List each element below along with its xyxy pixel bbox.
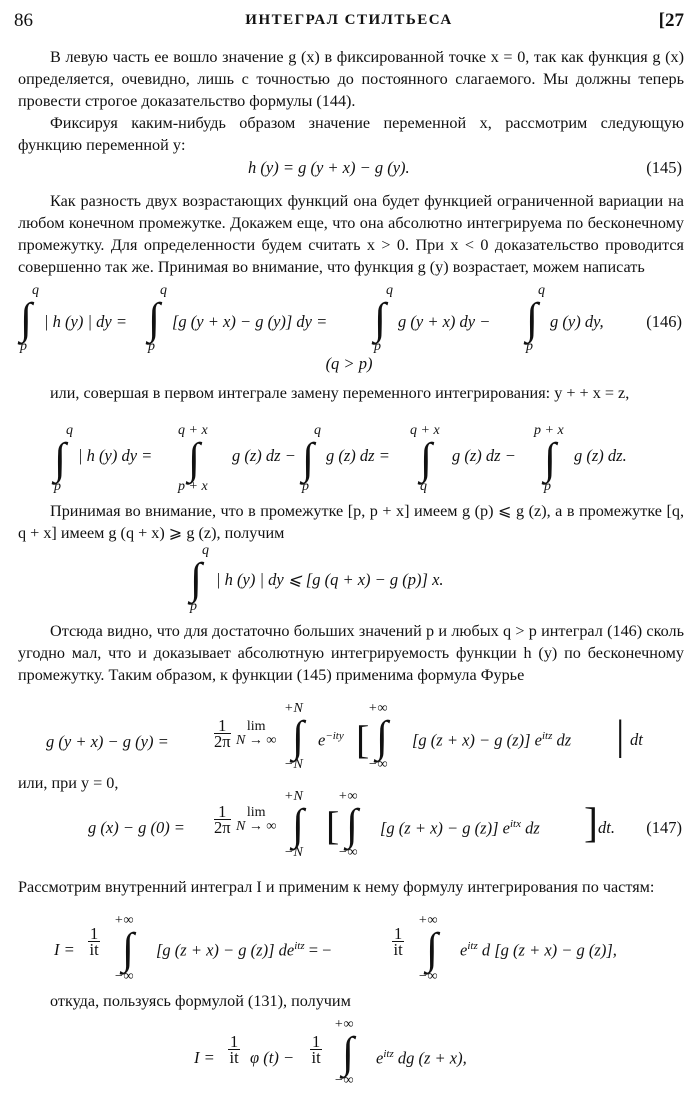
section-number: [27	[658, 10, 684, 31]
integral-sign: q ∫ p	[20, 283, 39, 354]
integral-sign: +∞ ∫ −∞	[418, 913, 439, 984]
fourier-dt: dt	[630, 730, 643, 749]
parts-fraction-2: $\frac{1}{it}$	[393, 924, 403, 959]
paragraph-6: Отсюда видно, что для достаточно больших значений p и любых q > p интеграл (146) сколь угодно мал, что и доказывает абсолютную интегрируемость функции h (y) по бесконечному промежутку. Таким образом, к функции (145) применима формула Фурье	[18, 622, 684, 684]
ineq-body: | h (y) | dy ⩽ [g (q + x) − g (p)] x.	[216, 570, 444, 589]
paragraph-8: Рассмотрим внутренний интеграл I и применим к нему формулу интегрирования по частям:	[18, 878, 655, 896]
left-bracket: [	[356, 717, 370, 762]
eq146-term-4: g (y) dy,	[550, 312, 604, 331]
eq147-lhs: g (x) − g (0) =	[88, 818, 185, 837]
integral-sign: q ∫ p	[302, 423, 321, 494]
final-fraction: $\frac{1}{it}$	[229, 1032, 239, 1067]
integral-sign: +∞ ∫ −∞	[334, 1017, 355, 1088]
paragraph-4: или, совершая в первом интеграле замену переменного интегрирования: y + + x = z,	[50, 384, 630, 402]
final-fraction-2: $\frac{1}{it}$	[311, 1032, 321, 1067]
eq146-condition: (q > p)	[325, 354, 373, 373]
fourier-limit: lim N → ∞	[236, 719, 277, 748]
integral-sign: q + x ∫ q	[410, 423, 440, 494]
final-lhs: I =	[194, 1048, 215, 1067]
integral-sign: +∞ ∫ −∞	[338, 789, 359, 860]
page-number: 86	[14, 10, 33, 31]
integral-sign: q ∫ p	[148, 283, 167, 354]
final-phi: φ (t) −	[250, 1048, 295, 1067]
paragraph-5: Принимая во внимание, что в промежутке [p, p + x] имеем g (p) ⩽ g (z), а в промежутке [q, q + x] имеем g (q + x) ⩾ g (z), получим	[18, 502, 684, 542]
right-bracket: |	[616, 713, 625, 759]
left-bracket: [	[326, 803, 340, 848]
eq147-fraction: $\frac{1}{2\pi}$	[214, 802, 231, 837]
eq147-integrand: [g (z + x) − g (z)] $e^{itx}$ dz	[380, 818, 540, 838]
paragraph-1: В левую часть ее вошло значение g (x) в фиксированной точке x = 0, так как функция g (x) определяется, очевидно, лишь с точностью до постоянного слагаемого. Мы должны теперь провести строгое доказательство формулы (144).	[18, 48, 684, 110]
eq146-term-1: | h (y) | dy =	[44, 312, 127, 331]
integral-sign: q ∫ p	[374, 283, 393, 354]
eq147-limit: lim N → ∞	[236, 805, 277, 834]
integral-sign: +∞ ∫ −∞	[368, 701, 389, 772]
integral-sign: +N ∫ −N	[284, 789, 305, 860]
fourier-integrand: [g (z + x) − g (z)] $e^{itz}$ dz	[412, 730, 572, 750]
parts-body-2: $e^{itz}$ d [g (z + x) − g (z)],	[460, 940, 617, 960]
paragraph-9: откуда, пользуясь формулой (131), получим	[50, 992, 351, 1010]
integral-sign: q ∫ p	[526, 283, 545, 354]
integral-sign: q ∫ p	[54, 423, 73, 494]
paragraph-2: Фиксируя каким-нибудь образом значение переменной x, рассмотрим следующую функцию переменной y:	[18, 114, 684, 154]
paragraph-3: Как разность двух возрастающих функций она будет функцией ограниченной вариации на любом конечном промежутке. Докажем еще, что она абсолютно интегрируема по бесконечному промежутку. Для определенности будем считать x > 0. При x < 0 доказательство проводится совершенно так же. Принимая во внимание, что функция g (y) возрастает, можем написать	[18, 192, 684, 276]
integral-sign: q + x ∫ p + x	[178, 423, 208, 494]
equation-146-number: (146)	[646, 312, 682, 331]
equation-147-number: (147)	[646, 818, 682, 837]
eqsub-term-4: g (z) dz −	[452, 446, 516, 465]
eqsub-term-3: g (z) dz =	[326, 446, 390, 465]
eq146-term-3: g (y + x) dy −	[398, 312, 491, 331]
page-header	[14, 10, 684, 34]
eqsub-term-1: | h (y) dy =	[78, 446, 153, 465]
integral-sign: +N ∫ −N	[284, 701, 305, 772]
paragraph-7: или, при y = 0,	[18, 774, 119, 792]
eq147-dt: dt.	[598, 818, 615, 837]
parts-body-1: [g (z + x) − g (z)] $de^{itz}$ = −	[156, 940, 332, 960]
integral-sign: p + x ∫ p	[534, 423, 564, 494]
running-title: ИНТЕГРАЛ СТИЛТЬЕСА	[245, 12, 453, 28]
parts-lhs: I =	[54, 940, 75, 959]
fourier-lhs: g (y + x) − g (y) =	[46, 732, 169, 751]
fourier-fraction: $\frac{1}{2\pi}$	[214, 716, 231, 751]
integral-sign: +∞ ∫ −∞	[114, 913, 135, 984]
eqsub-term-5: g (z) dz.	[574, 446, 627, 465]
integral-sign: q ∫ p	[190, 543, 209, 614]
right-bracket: ]	[584, 801, 598, 847]
equation-145: h (y) = g (y + x) − g (y).	[248, 158, 410, 177]
fourier-kernel: $e^{-ity}$	[318, 730, 344, 750]
equation-145-number: (145)	[646, 158, 682, 177]
final-body: $e^{itz}$ dg (z + x),	[376, 1048, 467, 1068]
eqsub-term-2: g (z) dz −	[232, 446, 296, 465]
parts-fraction: $\frac{1}{it}$	[89, 924, 99, 959]
eq146-term-2: [g (y + x) − g (y)] dy =	[172, 312, 328, 331]
